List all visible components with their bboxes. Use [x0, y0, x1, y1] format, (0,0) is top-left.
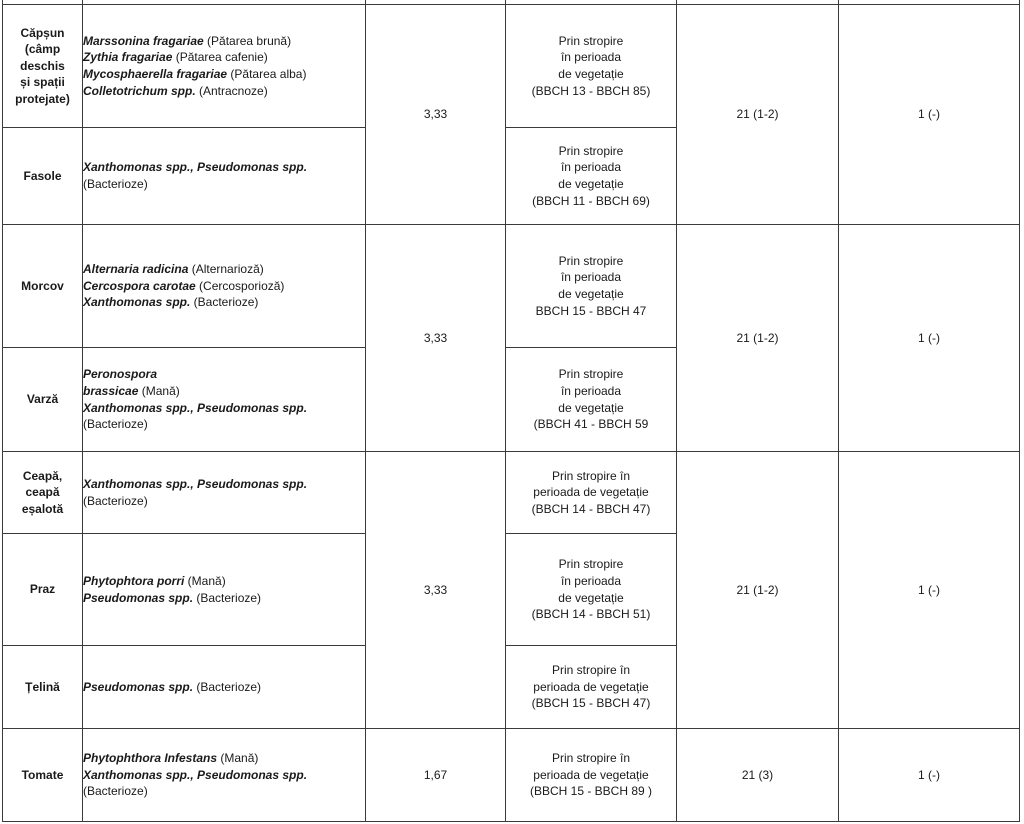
method-line: Prin stropire — [558, 33, 624, 48]
table-row — [3, 729, 1020, 822]
method-line: de vegetație — [558, 67, 624, 81]
crop-line: Tomate — [21, 767, 64, 782]
pathogen-cell — [83, 534, 366, 646]
application-method-cell — [506, 5, 677, 128]
method-line: perioada de vegetație — [533, 485, 649, 500]
pathogen-name: Xanthomonas spp., Pseudomonas spp. — [83, 400, 308, 415]
application-method-cell — [506, 534, 677, 646]
method-line: perioada de vegetație — [533, 767, 649, 782]
dose-cell: 1,67 — [366, 729, 506, 822]
method-line: de vegetație — [558, 590, 624, 605]
crop-line: protejate) — [15, 91, 70, 106]
pathogen-cell — [83, 128, 366, 225]
pathogen-line — [83, 176, 365, 193]
method-line: în perioada — [560, 270, 622, 285]
pathogen-name: Cercospora carotae — [83, 278, 196, 293]
method-line: Prin stropire — [558, 253, 624, 268]
pathogen-name: brassicae — [83, 383, 139, 398]
method-line: (BBCH 41 - BBCH 59 — [533, 417, 649, 432]
application-method-cell — [506, 646, 677, 729]
last-column-cell: 1 (-) — [839, 452, 1020, 729]
pathogen-name: Colletotrichum spp. — [83, 83, 196, 98]
method-line: de vegetație — [558, 287, 624, 301]
crop-line: eșalotă — [21, 501, 64, 516]
pathogen-line — [83, 783, 365, 800]
interval-cell: 21 (1-2) — [677, 452, 839, 729]
crop-line: Căpșun — [20, 25, 65, 40]
pathogen-line — [83, 294, 365, 311]
crop-line: Fasole — [23, 168, 62, 183]
application-method-cell — [506, 452, 677, 534]
pathogen-name: Phytophthora Infestans — [83, 751, 218, 766]
disease-name: (Bacterioze) — [193, 590, 262, 605]
method-line: perioada de vegetație — [533, 679, 649, 694]
pathogen-name: Peronospora — [83, 367, 158, 382]
crop-cell — [3, 646, 83, 729]
method-line: (BBCH 11 - BBCH 69) — [532, 193, 650, 208]
method-line: de vegetație — [558, 400, 624, 415]
pathogen-cell — [83, 5, 366, 128]
pathogen-name: Zythia fragariae — [83, 50, 173, 65]
disease-name: (Pătarea brună) — [203, 33, 292, 48]
pathogen-line — [83, 573, 365, 590]
pathogen-line — [83, 679, 365, 696]
pathogen-line — [83, 767, 365, 784]
disease-name: (Bacterioze) — [83, 784, 148, 799]
pathogen-line — [83, 476, 365, 493]
method-line: în perioada — [560, 50, 622, 65]
disease-name: (Pătarea alba) — [227, 67, 307, 81]
pathogen-line — [83, 33, 365, 50]
pathogen-line — [83, 159, 365, 176]
method-line: (BBCH 13 - BBCH 85) — [531, 83, 651, 98]
method-line: Prin stropire — [558, 367, 624, 382]
method-line: (BBCH 15 - BBCH 89 ) — [529, 784, 653, 799]
pathogen-line — [83, 66, 365, 83]
pathogen-line — [83, 383, 365, 400]
crop-cell — [3, 452, 83, 534]
disease-name: (Mană) — [138, 383, 180, 398]
method-line: de vegetație — [558, 177, 624, 191]
crop-line: (câmp — [24, 42, 61, 57]
disease-name: (Mană) — [184, 573, 226, 588]
crop-line: și spații — [20, 75, 65, 90]
pathogen-line — [83, 278, 365, 295]
pathogen-name: Marssonina fragariae — [83, 33, 204, 48]
method-line: BBCH 15 - BBCH 47 — [535, 303, 647, 318]
method-line: Prin stropire în — [551, 663, 631, 678]
table-row — [3, 5, 1020, 128]
pathogen-line — [83, 49, 365, 66]
method-line: (BBCH 14 - BBCH 51) — [531, 607, 651, 622]
disease-name: (Mană) — [217, 751, 259, 766]
crop-line: ceapă — [25, 485, 60, 500]
pathogen-name: Mycosphaerella fragariae — [83, 67, 228, 81]
application-method-cell — [506, 128, 677, 225]
pathogen-name: Phytophtora porri — [83, 573, 185, 588]
pathogen-cell — [83, 729, 366, 822]
pathogen-name: Pseudomonas spp. — [83, 590, 194, 605]
method-line: (BBCH 15 - BBCH 47) — [531, 696, 651, 711]
crop-cell — [3, 225, 83, 348]
pathogen-cell — [83, 452, 366, 534]
treatment-table — [2, 0, 1020, 822]
crop-line: Ceapă, — [22, 468, 63, 483]
disease-name: (Cercosporioză) — [195, 278, 285, 293]
crop-line: Țelină — [25, 679, 60, 694]
method-line: (BBCH 14 - BBCH 47) — [531, 501, 651, 516]
pathogen-line — [83, 750, 365, 767]
disease-name: (Bacterioze) — [193, 679, 262, 694]
last-column-cell: 1 (-) — [839, 5, 1020, 225]
method-line: Prin stropire în — [551, 468, 631, 483]
dose-cell: 3,33 — [366, 225, 506, 452]
application-method-cell — [506, 348, 677, 452]
pathogen-cell — [83, 225, 366, 348]
pathogen-line — [83, 416, 365, 433]
crop-cell — [3, 534, 83, 646]
crop-cell — [3, 5, 83, 128]
disease-name: (Alternarioză) — [188, 262, 264, 277]
pathogen-line — [83, 83, 365, 100]
pathogen-line — [83, 590, 365, 607]
method-line: în perioada — [560, 160, 622, 175]
method-line: Prin stropire — [558, 143, 624, 158]
pathogen-line — [83, 261, 365, 278]
method-line: în perioada — [560, 383, 622, 398]
method-line: Prin stropire — [558, 557, 624, 572]
crop-line: Praz — [29, 582, 56, 597]
table-row — [3, 225, 1020, 348]
interval-cell: 21 (3) — [677, 729, 839, 822]
disease-name: (Antracnoze) — [195, 83, 268, 98]
pathogen-line — [83, 493, 365, 510]
crop-line: Morcov — [21, 278, 64, 293]
method-line: în perioada — [560, 573, 622, 588]
pathogen-name: Xanthomonas spp., Pseudomonas spp. — [83, 476, 308, 491]
pathogen-line — [83, 366, 365, 383]
dose-cell: 3,33 — [366, 5, 506, 225]
pathogen-name: Pseudomonas spp. — [83, 679, 194, 694]
pathogen-name: Alternaria radicina — [83, 262, 189, 277]
crop-cell — [3, 729, 83, 822]
application-method-cell — [506, 729, 677, 822]
pathogen-name: Xanthomonas spp., Pseudomonas spp. — [83, 160, 308, 175]
pathogen-name: Xanthomonas spp., Pseudomonas spp. — [83, 767, 308, 782]
crop-cell — [3, 348, 83, 452]
disease-name: (Bacterioze) — [83, 417, 148, 432]
pathogen-cell — [83, 348, 366, 452]
pathogen-line — [83, 400, 365, 417]
method-line: Prin stropire în — [551, 751, 631, 766]
interval-cell: 21 (1-2) — [677, 5, 839, 225]
last-column-cell: 1 (-) — [839, 729, 1020, 822]
crop-line: deschis — [20, 58, 65, 73]
disease-name: (Bacterioze) — [83, 493, 148, 508]
disease-name: (Bacterioze) — [83, 177, 148, 191]
crop-cell — [3, 128, 83, 225]
application-method-cell — [506, 225, 677, 348]
pathogen-cell — [83, 646, 366, 729]
table-row — [3, 452, 1020, 534]
dose-cell: 3,33 — [366, 452, 506, 729]
disease-name: (Pătarea cafenie) — [172, 50, 268, 65]
pathogen-name: Xanthomonas spp. — [83, 295, 191, 310]
crop-line: Varză — [26, 392, 59, 407]
last-column-cell: 1 (-) — [839, 225, 1020, 452]
interval-cell: 21 (1-2) — [677, 225, 839, 452]
disease-name: (Bacterioze) — [190, 295, 259, 310]
